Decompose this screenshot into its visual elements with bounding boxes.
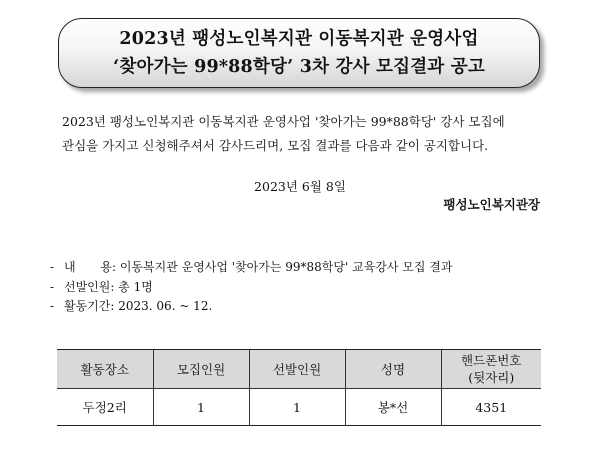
cell-location: 두정2리 (57, 389, 153, 426)
title-line-1: 2023년 팽성노인복지관 이동복지관 운영사업 (119, 29, 479, 49)
notice-title-banner (58, 18, 540, 88)
title-line-2: ‘찾아가는 99*88학당’ 3차 강사 모집결과 공고 (113, 57, 485, 77)
detail-value: 이동복지관 운영사업 '찾아가는 99*88학당' 교육강사 모집 결과 (119, 260, 453, 274)
details-list (50, 258, 452, 317)
detail-selected-count (50, 278, 452, 298)
detail-value: 총 1명 (118, 279, 153, 294)
list-bullet: - (50, 260, 55, 274)
header-location: 활동장소 (57, 350, 153, 389)
list-bullet: - (50, 279, 55, 294)
header-phone-line-1: 핸드폰번호 (461, 353, 522, 368)
detail-label-part: 용: (100, 260, 116, 274)
cell-phone: 4351 (441, 389, 541, 426)
table-header-row (57, 350, 541, 389)
list-bullet: - (50, 299, 55, 313)
detail-label-part: 내 (64, 260, 76, 274)
cell-name: 봉*선 (345, 389, 441, 426)
detail-label (64, 258, 116, 278)
result-table (57, 349, 541, 426)
cell-selected-count: 1 (249, 389, 345, 426)
detail-value: 2023. 06. ~ 12. (118, 299, 213, 313)
intro-line-1: 2023년 팽성노인복지관 이동복지관 운영사업 '찾아가는 99*88학당' 강사 모집에 (62, 114, 505, 129)
header-phone (441, 350, 541, 389)
detail-label: 선발인원: (64, 279, 115, 294)
detail-period (50, 297, 452, 317)
detail-content (50, 258, 452, 278)
cell-recruit-count: 1 (153, 389, 249, 426)
intro-line-2: 관심을 가지고 신청해주셔서 감사드리며, 모집 결과를 다음과 같이 공지합니다. (62, 138, 489, 153)
detail-label: 활동기간: (64, 299, 115, 313)
header-recruit-count: 모집인원 (153, 350, 249, 389)
header-selected-count: 선발인원 (249, 350, 345, 389)
header-phone-line-2: (뒷자리) (468, 370, 515, 385)
header-name: 성명 (345, 350, 441, 389)
table-row (57, 389, 541, 426)
intro-paragraph (62, 110, 562, 158)
notice-date: 2023년 6월 8일 (254, 179, 346, 194)
signature: 팽성노인복지관장 (443, 197, 540, 212)
